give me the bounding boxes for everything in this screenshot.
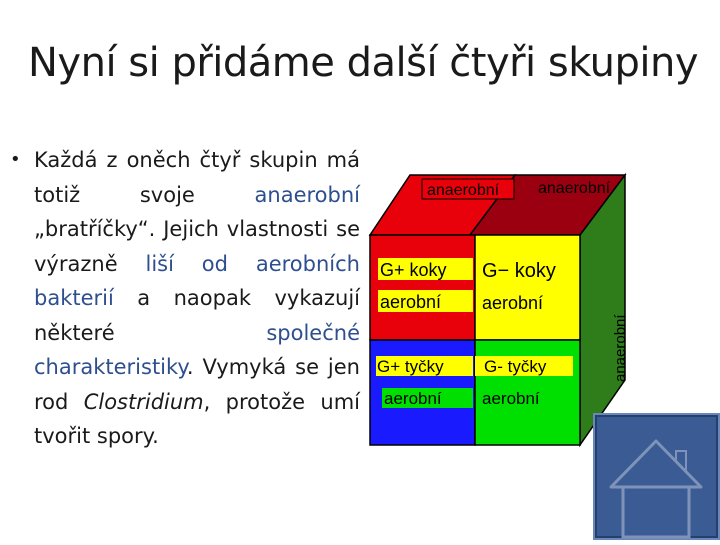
label-q2-line2: aerobní [482, 293, 544, 313]
label-q1-line2: aerobní [380, 292, 442, 312]
keyword-lisi: liší od aerobních bakterií [34, 251, 360, 310]
bacteria-groups-cube [360, 160, 650, 450]
cube-front-yellow [475, 235, 580, 340]
text-segment: , protože umí tvořit spory. [34, 389, 360, 448]
text-segment: Každá z oněch čtyř skupin má totiž svoje [34, 148, 360, 207]
label-q2-line1: G− koky [482, 260, 556, 282]
slide-title: Nyní si přidáme další čtyři skupiny [28, 40, 699, 86]
text-segment: . Vymyká se jen rod [34, 355, 360, 414]
text-segment: a naopak vykazují některé [34, 286, 360, 345]
label-q1-line1: G+ koky [380, 260, 447, 280]
home-button[interactable] [593, 413, 720, 545]
label-q3-line1: G+ tyčky [377, 357, 444, 376]
keyword-anaerobni: anaerobní [254, 182, 360, 207]
genus-name: Clostridium [83, 389, 204, 414]
label-side: anaerobní [612, 314, 629, 382]
label-top-right: anaerobní [538, 180, 611, 197]
bullet-point-icon: • [10, 149, 21, 170]
text-segment: „bratříčky“. Jejich vlastnosti se výrazně [34, 217, 360, 276]
house-icon [593, 413, 720, 540]
cube-front-red [370, 235, 475, 340]
label-q4-line2: aerobní [482, 389, 540, 408]
label-top-left: anaerobní [427, 182, 500, 199]
bullet-text [10, 143, 360, 454]
label-q3-line2: aerobní [384, 389, 442, 408]
bullet-paragraph [34, 143, 360, 454]
label-q4-line1: G- tyčky [484, 357, 547, 376]
keyword-charakteristiky: společné charakteristiky [34, 320, 360, 379]
